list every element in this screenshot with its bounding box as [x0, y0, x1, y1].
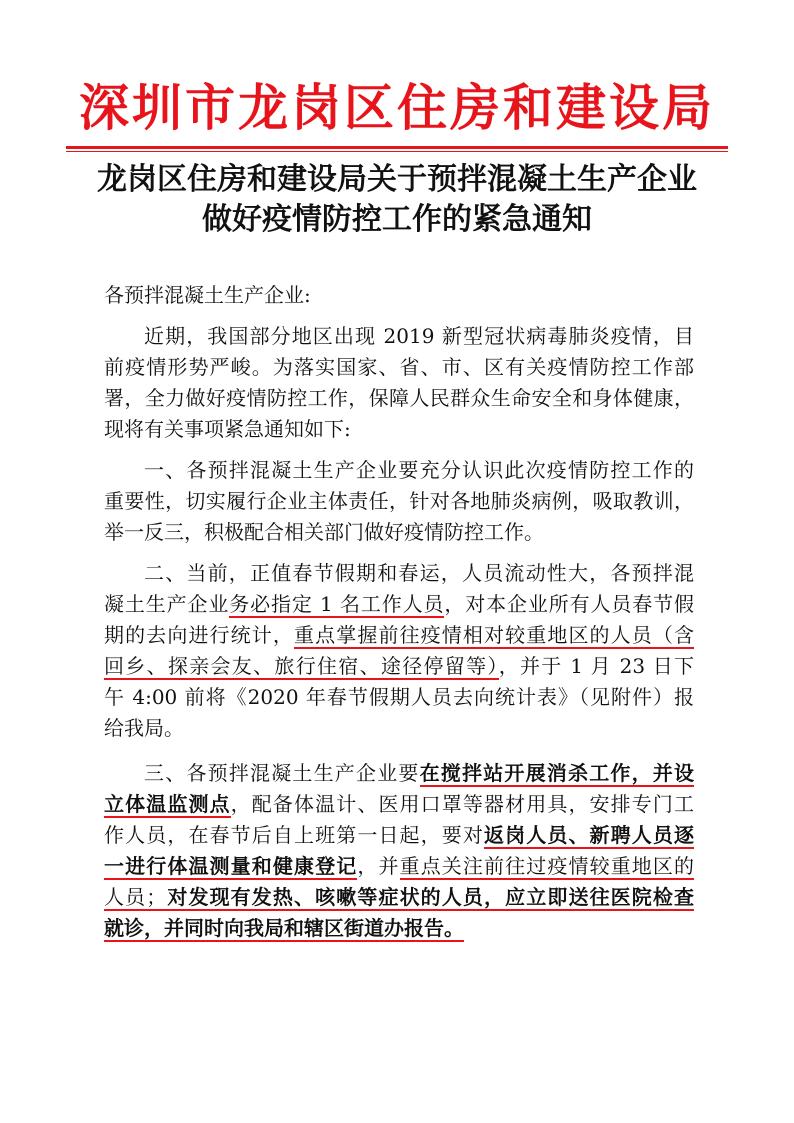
text-line: 一、各预拌混凝土生产企业要充分认识此次疫情防控工作的 [144, 458, 694, 482]
underlined-bold-text: 就诊，并同时向我局和辖区街道办报告。 [104, 916, 464, 940]
underlined-bold-text: 对发现有发热、咳嗽等症状的人员，应立即送往医院检查 [166, 885, 695, 909]
text-line: 前疫情形势严峻。为落实国家、省、市、区有关疫情防控工作部 [104, 355, 694, 379]
underlined-text: 务必指定 1 名工作人员 [229, 592, 445, 616]
issuer-masthead: 深圳市龙岗区住房和建设局 [79, 78, 715, 137]
text-line: 署，全力做好疫情防控工作，保障人民群众生命安全和身体健康， [104, 386, 694, 410]
text-line [104, 913, 694, 944]
underlined-bold-text: 在搅拌站开展消杀工作，并设 [419, 761, 695, 785]
paragraph-intro [104, 321, 694, 445]
paragraph-item-3 [104, 758, 694, 944]
underlined-text: 重点掌握前往疫情相对较重地区的人员（含 [294, 623, 694, 647]
underlined-text: 人员； [104, 885, 167, 909]
underlined-bold-text: 立体温监测点 [104, 792, 231, 816]
text-line: 作人员，在春节后自上班第一日起，要对返岗人员、新聘人员逐 [104, 823, 695, 847]
document-title [0, 160, 794, 240]
underlined-text: 回乡、探亲会友、旅行住宿、途径停留等） [104, 654, 499, 678]
text-line: 立体温监测点，配备体温计、医用口罩等器材用具，安排专门工 [104, 792, 695, 816]
text-line: 近期，我国部分地区出现 2019 新型冠状病毒肺炎疫情，目 [144, 324, 694, 348]
underlined-text: 重点关注前往过疫情较重地区的 [399, 854, 695, 878]
underlined-bold-text: 一进行体温测量和健康登记 [104, 854, 358, 878]
text-line: 现将有关事项紧急通知如下: [104, 417, 351, 441]
title-line-2: 做好疫情防控工作的紧急通知 [202, 202, 592, 237]
notice-body [104, 280, 694, 944]
underlined-bold-text: 返岗人员、新聘人员逐 [484, 823, 695, 847]
text-line [104, 882, 694, 913]
text-line: 期的去向进行统计，重点掌握前往疫情相对较重地区的人员（含 [104, 623, 694, 647]
text-line: 午 4:00 前将《2020 年春节假期人员去向统计表》（见附件）报 [104, 685, 694, 709]
paragraph-item-2 [104, 558, 694, 744]
text-line: 一进行体温测量和健康登记，并重点关注前往过疫情较重地区的 [104, 854, 695, 878]
text-line: 举一反三，积极配合相关部门做好疫情防控工作。 [104, 520, 544, 544]
red-divider-rule [66, 146, 728, 152]
paragraph-item-1 [104, 455, 694, 548]
text-line: 回乡、探亲会友、旅行住宿、途径停留等），并于 1 月 23 日下 [104, 654, 695, 678]
text-line: 三、各预拌混凝土生产企业要在搅拌站开展消杀工作，并设 [144, 761, 695, 785]
text-line: 给我局。 [104, 716, 184, 740]
text-line: 凝土生产企业务必指定 1 名工作人员，对本企业所有人员春节假 [104, 592, 695, 616]
text-line: 重要性，切实履行企业主体责任，针对各地肺炎病例，吸取教训， [104, 489, 694, 513]
title-line-1: 龙岗区住房和建设局关于预拌混凝土生产企业 [97, 162, 697, 197]
salutation: 各预拌混凝土生产企业: [104, 283, 311, 307]
text-line: 二、当前，正值春节假期和春运，人员流动性大，各预拌混 [144, 561, 694, 585]
